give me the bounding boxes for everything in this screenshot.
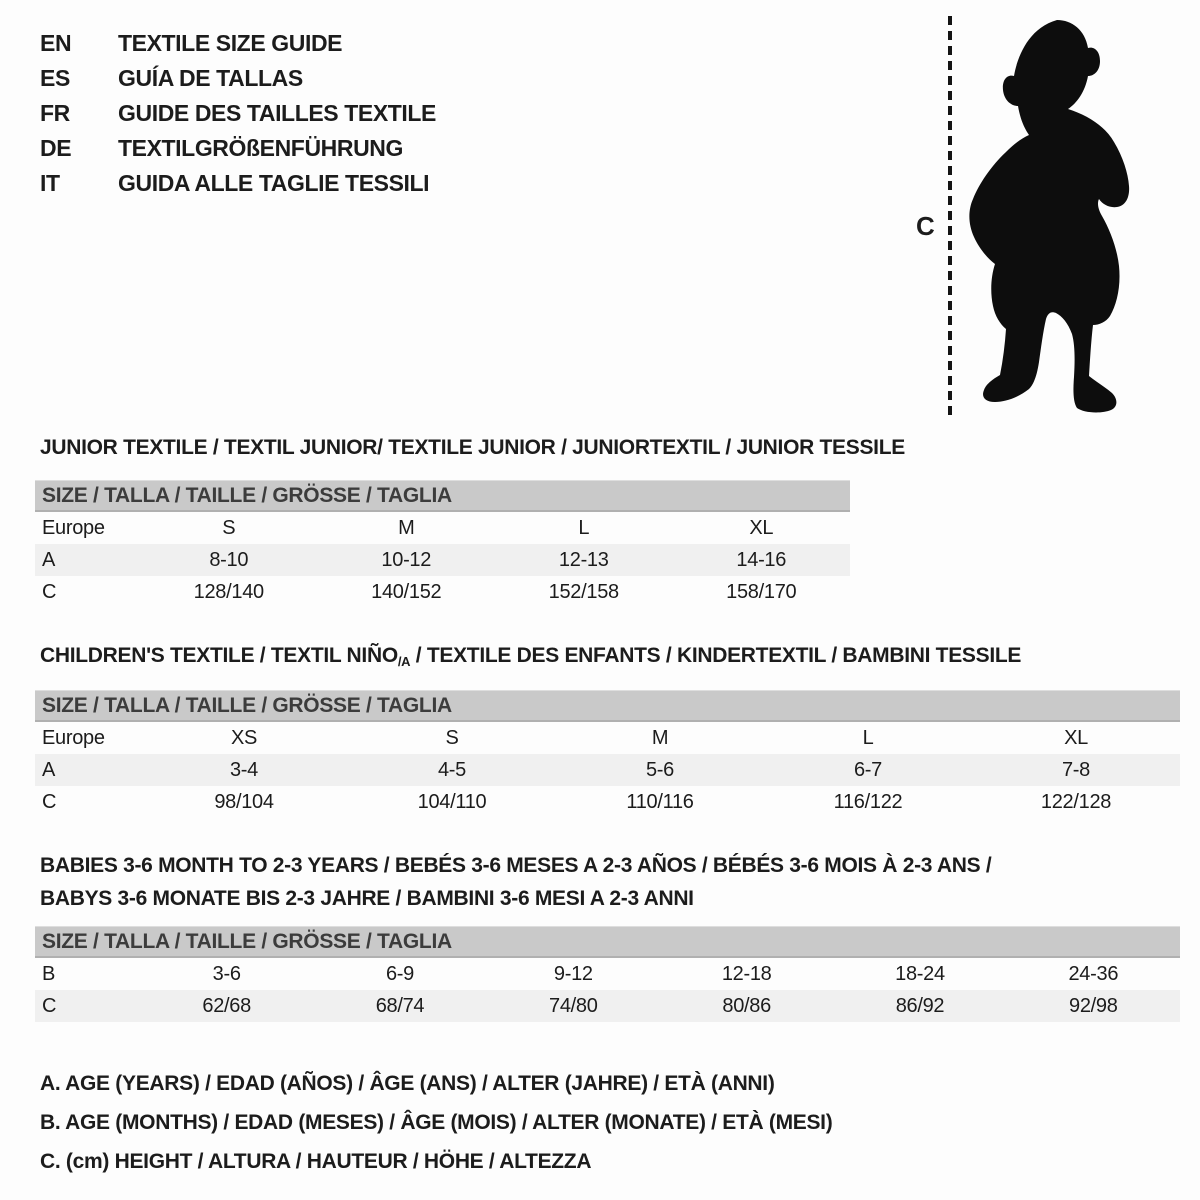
language-row (40, 96, 436, 131)
size-cell: XL (749, 516, 774, 539)
value-cell: 110/116 (626, 790, 694, 813)
table-row-sizes (35, 722, 1180, 754)
children-title-subscript: /A (397, 654, 411, 669)
table-row-months (35, 958, 1180, 990)
value-cell: 86/92 (895, 994, 945, 1017)
language-row (40, 61, 436, 96)
row-label: B (42, 962, 56, 985)
region-label: Europe (42, 726, 105, 749)
table-row-height (35, 576, 850, 608)
language-title: GUIDA ALLE TAGLIE TESSILI (118, 170, 430, 196)
value-cell: 10-12 (381, 548, 432, 571)
size-cell: XS (230, 726, 258, 749)
size-cell: M (398, 516, 415, 539)
value-cell: 116/122 (833, 790, 903, 813)
legend-line-age-years: A. AGE (YEARS) / EDAD (AÑOS) / ÂGE (ANS) / ALTER (JAHRE) / ETÀ (ANNI) (40, 1072, 775, 1095)
value-cell: 62/68 (202, 994, 251, 1017)
value-cell: 7-8 (1061, 758, 1090, 781)
babies-section-title (40, 849, 991, 915)
value-cell: 80/86 (722, 994, 771, 1017)
legend-line-age-months: B. AGE (MONTHS) / EDAD (MESES) / ÂGE (MOIS) / ALTER (MONATE) / ETÀ (MESI) (40, 1111, 833, 1134)
size-cell: S (445, 726, 459, 749)
value-cell: 12-18 (721, 962, 772, 985)
language-code: EN (40, 30, 72, 56)
value-cell: 92/98 (1069, 994, 1118, 1017)
height-measure-label: C (916, 211, 935, 241)
value-cell: 3-4 (229, 758, 258, 781)
size-header-bar: SIZE / TALLA / TAILLE / GRÖSSE / TAGLIA (35, 926, 1180, 958)
junior-section-title: JUNIOR TEXTILE / TEXTIL JUNIOR/ TEXTILE JUNIOR / JUNIORTEXTIL / JUNIOR TESSILE (40, 436, 905, 459)
value-cell: 5-6 (645, 758, 674, 781)
value-cell: 158/170 (726, 580, 797, 603)
toddler-silhouette-icon (966, 18, 1136, 416)
value-cell: 8-10 (209, 548, 249, 571)
value-cell: 122/128 (1040, 790, 1112, 813)
value-cell: 6-9 (385, 962, 414, 985)
language-title: TEXTILGRÖßENFÜHRUNG (118, 135, 403, 161)
language-code: IT (40, 170, 60, 196)
value-cell: 128/140 (193, 580, 264, 603)
value-cell: 152/158 (548, 580, 619, 603)
children-section-title (40, 644, 1021, 669)
size-cell: L (578, 516, 590, 539)
value-cell: 68/74 (375, 994, 425, 1017)
row-label: A (42, 758, 56, 781)
value-cell: 14-16 (736, 548, 787, 571)
language-title: TEXTILE SIZE GUIDE (118, 30, 343, 56)
value-cell: 9-12 (553, 962, 593, 985)
babies-title-line1: BABIES 3-6 MONTH TO 2-3 YEARS / BEBÉS 3-6 MESES A 2-3 AÑOS / BÉBÉS 3-6 MOIS À 2-3 ANS / (40, 854, 992, 877)
table-row-age (35, 544, 850, 576)
measurement-legend (40, 1064, 832, 1181)
size-header-bar: SIZE / TALLA / TAILLE / GRÖSSE / TAGLIA (35, 480, 850, 512)
value-cell: 24-36 (1068, 962, 1119, 985)
language-row (40, 166, 436, 201)
size-header-bar: SIZE / TALLA / TAILLE / GRÖSSE / TAGLIA (35, 690, 1180, 722)
size-cell: XL (1064, 726, 1088, 749)
table-row-sizes (35, 512, 850, 544)
region-label: Europe (42, 516, 105, 539)
size-cell: S (222, 516, 236, 539)
size-cell: M (651, 726, 669, 749)
value-cell: 74/80 (549, 994, 598, 1017)
value-cell: 18-24 (895, 962, 945, 985)
height-measure-dashed-line (948, 16, 952, 416)
language-title: GUÍA DE TALLAS (118, 65, 303, 91)
table-row-height (35, 990, 1180, 1022)
table-row-age (35, 754, 1180, 786)
table-row-height (35, 786, 1180, 818)
children-size-table (35, 690, 1180, 818)
children-title-prefix: CHILDREN'S TEXTILE / TEXTIL NIÑO (40, 644, 398, 667)
row-label: A (42, 548, 56, 571)
language-title: GUIDE DES TAILLES TEXTILE (118, 100, 436, 126)
value-cell: 12-13 (558, 548, 609, 571)
value-cell: 3-6 (212, 962, 241, 985)
babies-title-line2: BABYS 3-6 MONATE BIS 2-3 JAHRE / BAMBINI 3-6 MESI A 2-3 ANNI (40, 887, 694, 910)
babies-size-table (35, 926, 1180, 1022)
row-label: C (42, 790, 57, 813)
value-cell: 6-7 (853, 758, 882, 781)
legend-line-height: C. (cm) HEIGHT / ALTURA / HAUTEUR / HÖHE / ALTEZZA (40, 1150, 592, 1173)
language-code: DE (40, 135, 72, 161)
language-code: FR (40, 100, 70, 126)
language-code: ES (40, 65, 70, 91)
language-row (40, 26, 436, 61)
value-cell: 4-5 (437, 758, 466, 781)
value-cell: 140/152 (371, 580, 442, 603)
junior-size-table (35, 480, 850, 608)
language-title-list (40, 26, 436, 201)
row-label: C (42, 994, 57, 1017)
value-cell: 104/110 (417, 790, 487, 813)
row-label: C (42, 580, 57, 603)
value-cell: 98/104 (214, 790, 274, 813)
language-row (40, 131, 436, 166)
size-cell: L (862, 726, 874, 749)
children-title-suffix: / TEXTILE DES ENFANTS / KINDERTEXTIL / BAMBINI TESSILE (410, 644, 1022, 667)
